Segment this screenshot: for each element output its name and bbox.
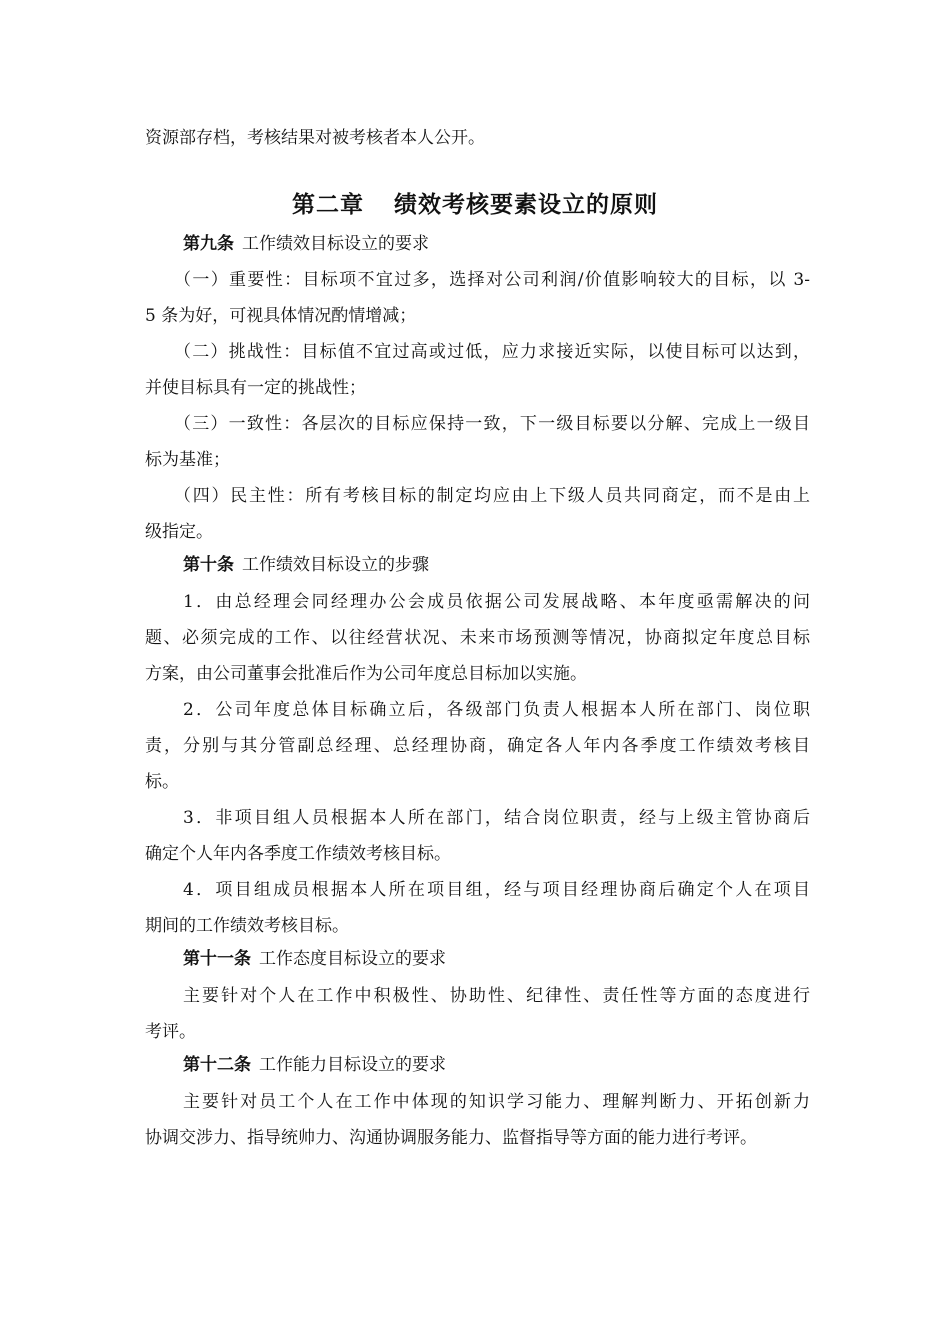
article-10-step-1-line-3: 方案，由公司董事会批准后作为公司年度总目标加以实施。 (145, 664, 587, 684)
article-9-title: 工作绩效目标设立的要求 (242, 234, 429, 254)
article-9-item-2-line-2: 并使目标具有一定的挑战性； (145, 378, 366, 398)
article-11-body-line-2: 考评。 (145, 1022, 196, 1042)
article-10-step-1-line-1: 1．由总经理会同经理办公会成员依据公司发展战略、本年度亟需解决的问 (183, 592, 810, 612)
chapter-title: 绩效考核要素设立的原则 (394, 191, 658, 218)
article-9-item-4-line-2: 级指定。 (145, 522, 213, 542)
article-9-label: 第九条 (183, 234, 234, 254)
article-10-label: 第十条 (183, 555, 234, 575)
article-10-step-3-line-1: 3．非项目组人员根据本人所在部门，结合岗位职责，经与上级主管协商后 (183, 808, 810, 828)
article-9-item-3-line-1: （三）一致性：各层次的目标应保持一致，下一级目标要以分解、完成上一级目 (174, 414, 810, 434)
article-10-step-2-line-3: 标。 (145, 772, 179, 792)
article-11-title: 工作态度目标设立的要求 (259, 949, 446, 969)
article-9-item-1-line-1: （一）重要性：目标项不宜过多，选择对公司利润/价值影响较大的目标，以 3- (174, 270, 810, 290)
article-9-heading (183, 232, 429, 256)
article-10-heading (183, 553, 429, 577)
article-12-label: 第十二条 (183, 1055, 251, 1075)
chapter-number: 第二章 (292, 191, 364, 218)
article-11-label: 第十一条 (183, 949, 251, 969)
article-10-step-2-line-2: 责，分别与其分管副总经理、总经理协商，确定各人年内各季度工作绩效考核目 (145, 736, 810, 756)
article-12-body-line-2: 协调交涉力、指导统帅力、沟通协调服务能力、监督指导等方面的能力进行考评。 (145, 1128, 757, 1148)
article-11-body-line-1: 主要针对个人在工作中积极性、协助性、纪律性、责任性等方面的态度进行 (183, 986, 810, 1006)
article-12-heading (183, 1053, 446, 1077)
article-9-item-1-line-2: 5 条为好，可视具体情况酌情增减； (145, 306, 417, 326)
article-10-step-4-line-1: 4．项目组成员根据本人所在项目组，经与项目经理协商后确定个人在项目 (183, 880, 810, 900)
article-12-body-line-1: 主要针对员工个人在工作中体现的知识学习能力、理解判断力、开拓创新力 (183, 1092, 810, 1112)
article-10-title: 工作绩效目标设立的步骤 (242, 555, 429, 575)
article-12-title: 工作能力目标设立的要求 (259, 1055, 446, 1075)
article-11-heading (183, 947, 446, 971)
article-10-step-3-line-2: 确定个人年内各季度工作绩效考核目标。 (145, 844, 451, 864)
article-10-step-2-line-1: 2．公司年度总体目标确立后，各级部门负责人根据本人所在部门、岗位职 (183, 700, 810, 720)
article-10-step-4-line-2: 期间的工作绩效考核目标。 (145, 916, 349, 936)
chapter-heading (0, 189, 950, 221)
article-9-item-4-line-1: （四）民主性：所有考核目标的制定均应由上下级人员共同商定，而不是由上 (174, 486, 810, 506)
article-9-item-2-line-1: （二）挑战性：目标值不宜过高或过低，应力求接近实际，以使目标可以达到， (174, 342, 810, 362)
continued-paragraph: 资源部存档，考核结果对被考核者本人公开。 (145, 128, 485, 148)
article-10-step-1-line-2: 题、必须完成的工作、以往经营状况、未来市场预测等情况，协商拟定年度总目标 (145, 628, 810, 648)
article-9-item-3-line-2: 标为基准； (145, 450, 230, 470)
